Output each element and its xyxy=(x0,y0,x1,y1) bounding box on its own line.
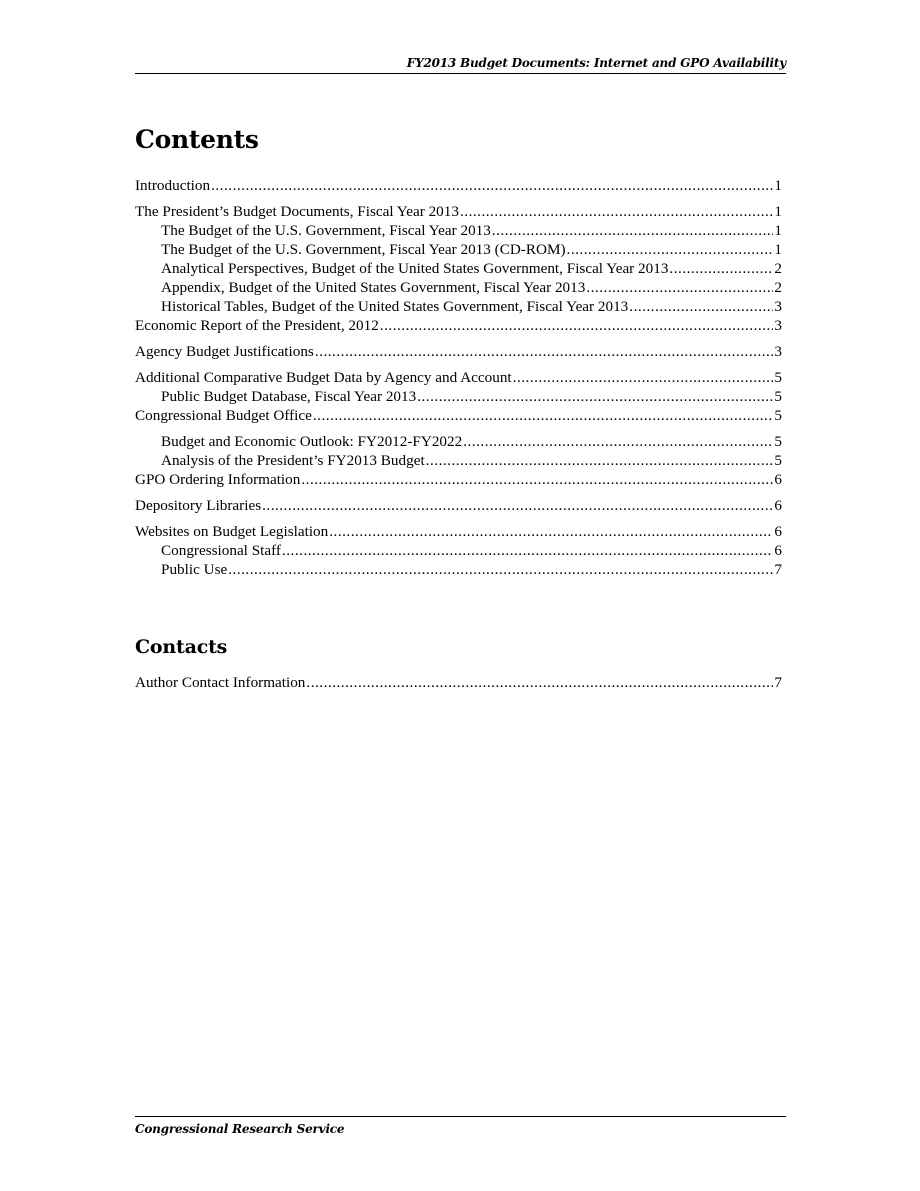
toc-dot-leader xyxy=(380,316,774,335)
toc-page-number: 1 xyxy=(774,241,782,258)
toc-entry-label: Analysis of the President’s FY2013 Budget xyxy=(161,452,425,469)
toc-entry-label: Introduction xyxy=(135,177,211,194)
toc-entry-congressional-budget-office[interactable] xyxy=(135,406,782,425)
toc-entry-websites-budget-legislation[interactable] xyxy=(135,522,782,541)
toc-entry-label: Public Use xyxy=(161,561,228,578)
toc-dot-leader xyxy=(460,202,773,221)
toc-dot-leader xyxy=(513,368,774,387)
toc-page-number: 6 xyxy=(774,542,782,559)
toc-dot-leader xyxy=(586,278,773,297)
toc-page-number: 1 xyxy=(774,203,782,220)
toc-entry-presidents-budget-documents[interactable] xyxy=(135,202,782,221)
toc-page-number: 2 xyxy=(774,260,782,277)
toc-page-number: 1 xyxy=(774,177,782,194)
toc-entry-author-contact[interactable] xyxy=(135,673,782,692)
page-footer: Congressional Research Service xyxy=(135,1116,786,1138)
toc-entry-label: Additional Comparative Budget Data by Agency and Account xyxy=(135,369,512,386)
toc-page-number: 5 xyxy=(774,369,782,386)
toc-page-number: 6 xyxy=(774,497,782,514)
toc-entry-introduction[interactable] xyxy=(135,176,782,195)
toc-entry-budget-economic-outlook[interactable] xyxy=(135,432,782,451)
toc-entry-historical-tables[interactable] xyxy=(135,297,782,316)
toc-dot-leader xyxy=(313,406,774,425)
toc-entry-additional-comparative-data[interactable] xyxy=(135,368,782,387)
toc-dot-leader xyxy=(228,560,773,579)
toc-page-number: 3 xyxy=(774,298,782,315)
toc-entry-budget-of-us-government[interactable] xyxy=(135,221,782,240)
toc-entry-public-budget-database[interactable] xyxy=(135,387,782,406)
toc-entry-label: Historical Tables, Budget of the United States Government, Fiscal Year 2013 xyxy=(161,298,629,315)
toc-dot-leader xyxy=(315,342,774,361)
toc-page-number: 6 xyxy=(774,471,782,488)
toc-entry-gpo-ordering[interactable] xyxy=(135,470,782,489)
toc-dot-leader xyxy=(567,240,774,259)
toc-entry-label: Economic Report of the President, 2012 xyxy=(135,317,379,334)
contacts-list xyxy=(135,673,782,692)
toc-entry-label: Depository Libraries xyxy=(135,497,262,514)
toc-dot-leader xyxy=(629,297,773,316)
toc-page-number: 7 xyxy=(774,561,782,578)
toc-dot-leader xyxy=(329,522,773,541)
contents-title: Contents xyxy=(135,125,259,154)
toc-entry-label: The President’s Budget Documents, Fiscal Year 2013 xyxy=(135,203,459,220)
toc-entry-agency-budget-justifications[interactable] xyxy=(135,342,782,361)
toc-entry-analysis-presidents-budget[interactable] xyxy=(135,451,782,470)
toc-dot-leader xyxy=(211,176,773,195)
toc-dot-leader xyxy=(492,221,774,240)
toc-page-number: 2 xyxy=(774,279,782,296)
toc-entry-label: The Budget of the U.S. Government, Fiscal Year 2013 (CD-ROM) xyxy=(161,241,566,258)
toc-page-number: 3 xyxy=(774,343,782,360)
toc-entry-budget-cd-rom[interactable] xyxy=(135,240,782,259)
toc-entry-label: Congressional Staff xyxy=(161,542,281,559)
toc-entry-label: Agency Budget Justifications xyxy=(135,343,314,360)
contents-list xyxy=(135,176,782,579)
toc-page-number: 6 xyxy=(774,523,782,540)
toc-entry-public-use[interactable] xyxy=(135,560,782,579)
toc-entry-label: Websites on Budget Legislation xyxy=(135,523,329,540)
toc-dot-leader xyxy=(301,470,773,489)
toc-entry-appendix[interactable] xyxy=(135,278,782,297)
toc-page-number: 5 xyxy=(774,452,782,469)
toc-dot-leader xyxy=(463,432,773,451)
toc-entry-congressional-staff[interactable] xyxy=(135,541,782,560)
toc-entry-depository-libraries[interactable] xyxy=(135,496,782,515)
toc-page-number: 1 xyxy=(774,222,782,239)
toc-entry-label: GPO Ordering Information xyxy=(135,471,301,488)
toc-page-number: 5 xyxy=(774,407,782,424)
toc-entry-label: Congressional Budget Office xyxy=(135,407,312,424)
toc-entry-label: Author Contact Information xyxy=(135,674,306,691)
toc-dot-leader xyxy=(426,451,774,470)
toc-entry-label: Appendix, Budget of the United States Government, Fiscal Year 2013 xyxy=(161,279,586,296)
toc-page-number: 3 xyxy=(774,317,782,334)
toc-entry-label: Public Budget Database, Fiscal Year 2013 xyxy=(161,388,417,405)
toc-dot-leader xyxy=(262,496,773,515)
toc-page-number: 5 xyxy=(774,388,782,405)
toc-page-number: 5 xyxy=(774,433,782,450)
toc-dot-leader xyxy=(417,387,773,406)
toc-entry-label: Analytical Perspectives, Budget of the United States Government, Fiscal Year 2013 xyxy=(161,260,669,277)
toc-dot-leader xyxy=(669,259,773,278)
toc-dot-leader xyxy=(282,541,773,560)
toc-dot-leader xyxy=(306,673,773,692)
running-header: FY2013 Budget Documents: Internet and GPO Availability xyxy=(135,55,786,74)
toc-entry-label: Budget and Economic Outlook: FY2012-FY2022 xyxy=(161,433,463,450)
toc-entry-analytical-perspectives[interactable] xyxy=(135,259,782,278)
toc-page-number: 7 xyxy=(774,674,782,691)
contacts-title: Contacts xyxy=(135,636,228,658)
toc-entry-label: The Budget of the U.S. Government, Fiscal Year 2013 xyxy=(161,222,491,239)
toc-entry-economic-report[interactable] xyxy=(135,316,782,335)
